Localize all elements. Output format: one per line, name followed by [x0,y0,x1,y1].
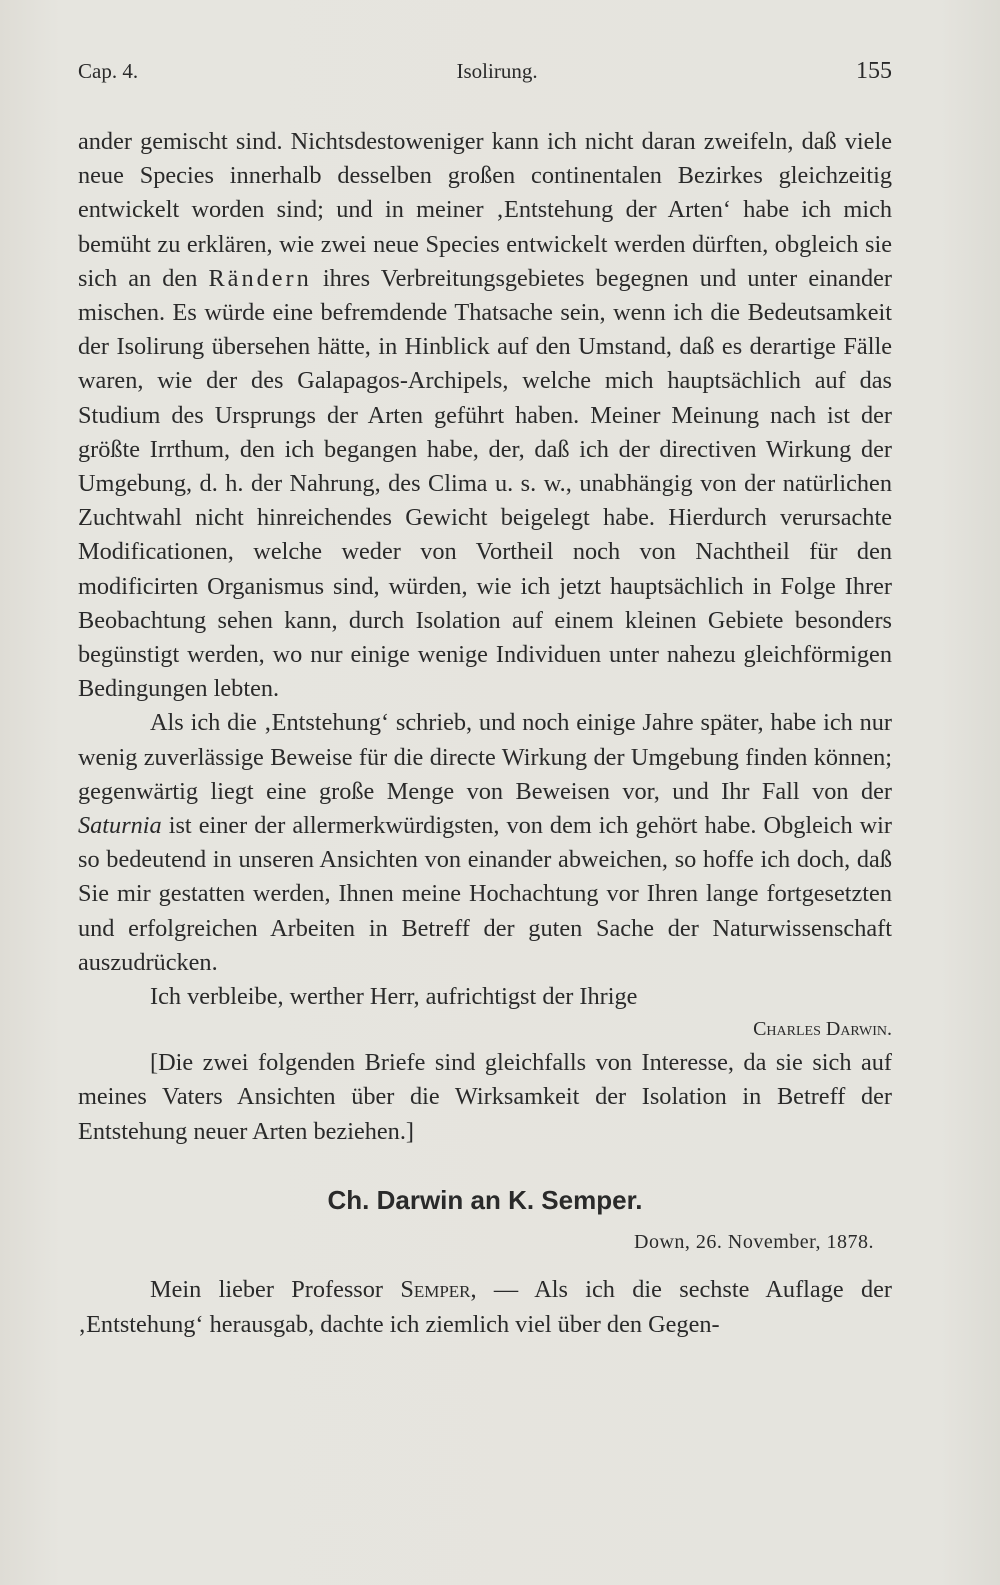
page-number: 155 [856,58,892,84]
body-text [78,125,892,1342]
letter-opening-post: , — Als ich die sechste Auflage der ‚Entstehung‘ herausgab, dachte ich ziemlich viel über den Gegen- [78,1276,892,1338]
dateline: Down, 26. November, 1878. [634,1231,874,1254]
italic-species-name: Saturnia [78,812,162,840]
letter-opening [78,1273,892,1341]
paragraph-2-end: ist einer der allermerkwürdigsten, von dem ich gehört habe. Obgleich wir so bedeutend in unseren Ansichten von einander abweichen, so hoffe ich doch, daß Sie mir gestatten werden, Ihnen meine Hochachtung vor Ihren lange fortgesetzten und erfolgreichen Arbeiten in Betreff der guten Sache der Naturwissenschaft auszudrücken. [78,812,892,976]
paragraph-2-start: Als ich die ‚Entstehung‘ schrieb, und noch einige Jahre später, habe ich nur wenig zuverlässige Beweise für die directe Wirkung der Umgebung finden können; gegenwärtig liegt eine große Menge von Beweisen vor, und Ihr Fall von der [78,709,892,805]
paragraph-2 [78,706,892,980]
spaced-word: Rändern [208,264,312,292]
addressee-name: Semper [400,1276,471,1304]
signature: Charles Darwin. [753,1018,892,1041]
letter-opening-pre: Mein lieber Professor [150,1276,401,1304]
paragraph-1-rest: ihres Verbreitungsgebietes begegnen und unter einander mischen. Es würde eine befremdende Thatsache sein, wenn ich die Bedeutsamkeit der Isolirung übersehen hätte, in Hinblick auf den Umstand, daß es derartige Fälle waren, wie der des Galapagos-Archipels, welche mich hauptsächlich auf das Studium des Ursprungs der Arten geführt haben. Meiner Meinung nach ist der größte Irrthum, den ich begangen habe, der, daß ich der directiven Wirkung der Umgebung, d. h. der Nahrung, des Clima u. s. w., unabhängig von der natürlichen Zuchtwahl nicht hinreichendes Gewicht beigelegt habe. Hierdurch verursachte Modificationen, welche weder von Vortheil noch von Nachtheil für den modificirten Organismus sind, würden, wie ich jetzt hauptsächlich in Folge Ihrer Beobachtung sehen kann, durch Isolation auf einem kleinen Gebiete besonders begünstigt werden, wo nur einige wenige Individuen unter nahezu gleichförmigen Bedingungen lebten. [78,264,892,703]
paragraph-1 [78,125,892,706]
running-title: Isolirung. [456,59,538,83]
paragraph-1-text: ander gemischt sind. Nichtsdestoweniger kann ich nicht daran zweifeln, daß viele neue Species innerhalb desselben großen continentalen Bezirkes gleichzeitig entwickelt worden sind; und in meiner ‚Entstehung der Arten‘ habe ich mich bemüht zu erklären, wie zwei neue Species entwickelt werden dürften, obgleich sie sich an den [78,128,892,292]
letter-heading: Ch. Darwin an K. Semper. [327,1184,643,1215]
running-header [78,58,892,85]
closing-line: Ich verbleibe, werther Herr, aufrichtigst der Ihrige [150,983,638,1011]
editor-note: [Die zwei folgenden Briefe sind gleichfalls von Interesse, da sie sich auf meines Vaters Ansichten über die Wirksamkeit der Isolation in Betreff der Entstehung neuer Arten beziehen.] [78,1049,892,1145]
chapter-label: Cap. 4. [78,59,139,83]
